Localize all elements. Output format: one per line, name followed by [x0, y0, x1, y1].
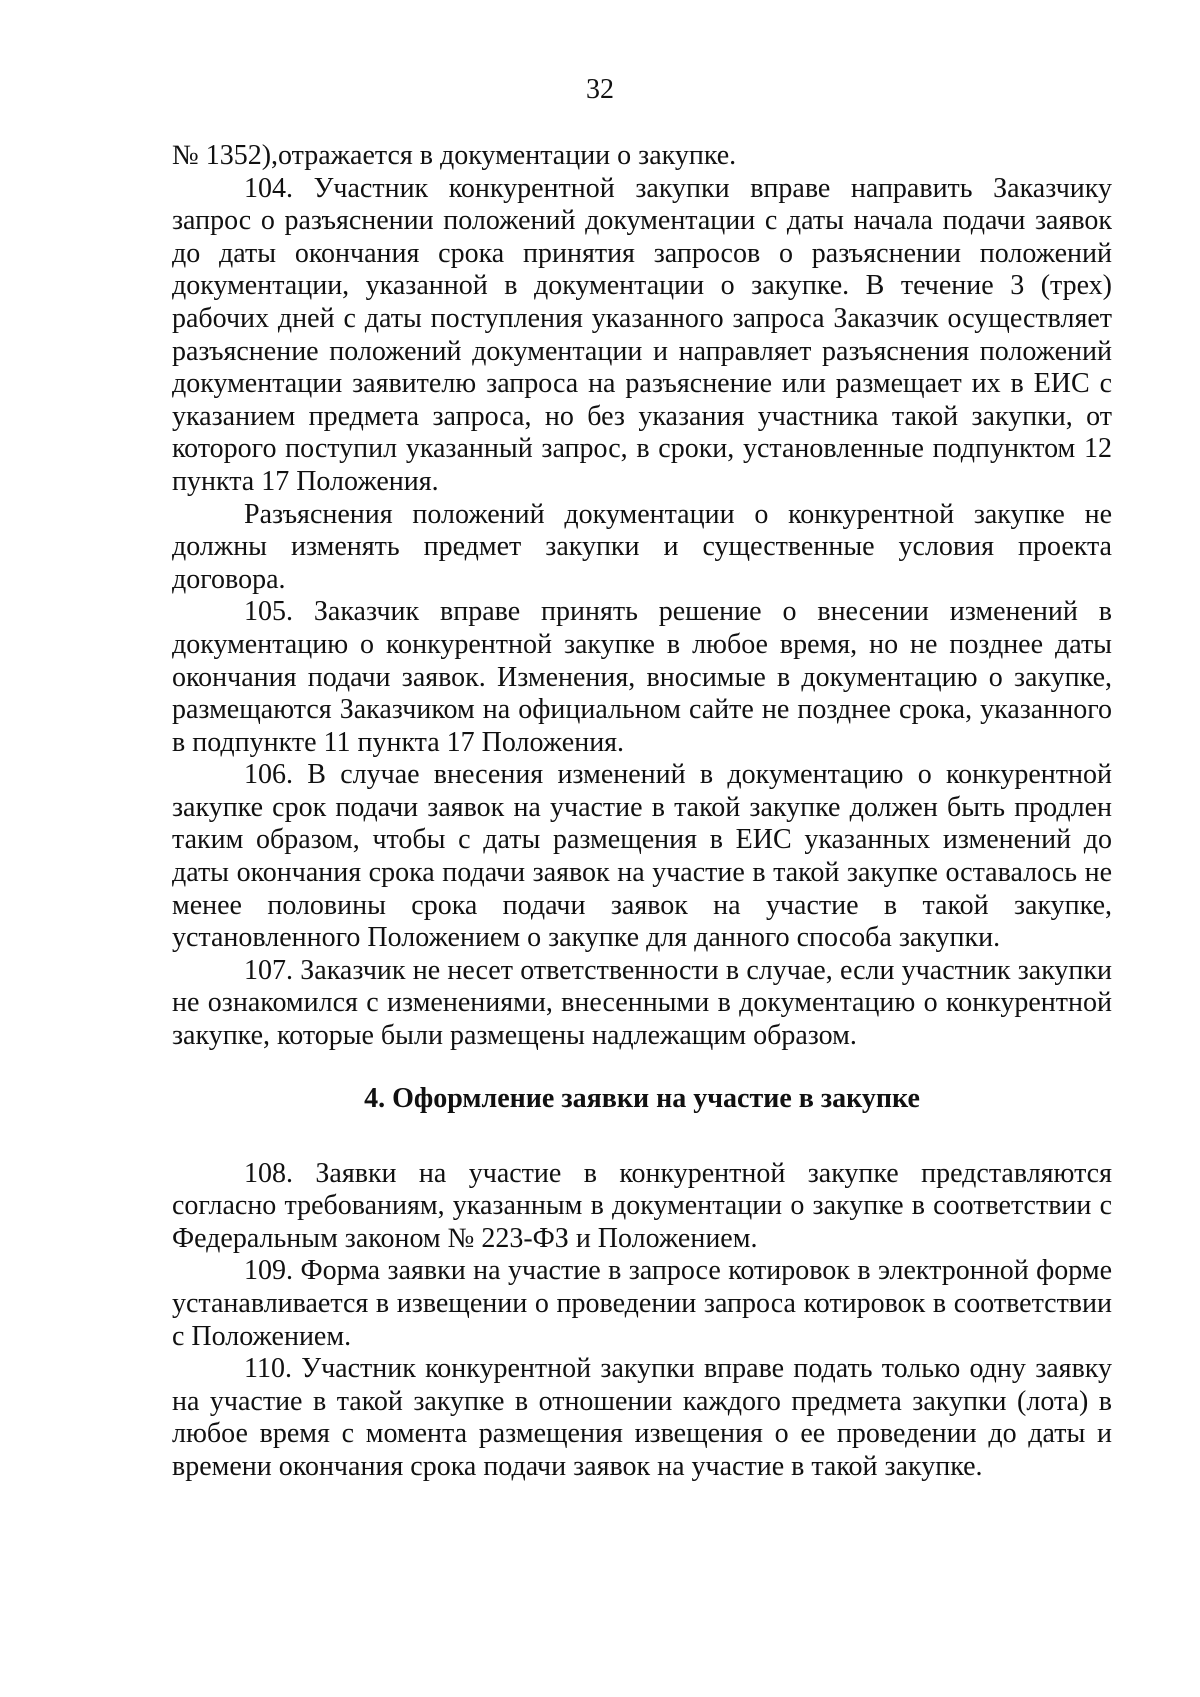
- paragraph-continuation: № 1352),отражается в документации о закупке.: [172, 140, 737, 171]
- paragraph-106: 106. В случае внесения изменений в документацию о конкурентной закупке срок подачи заявок на участие в такой закупке должен быть продлен таким образом, чтобы с даты размещения в ЕИС указанных изменений до даты окончания срока подачи заявок на участие в такой закупке оставалось не менее половины срока подачи заявок на участие в такой закупке, установленного Положением о закупке для данного способа закупки.: [172, 759, 1112, 954]
- document-body: [172, 140, 1112, 1484]
- paragraph-110: 110. Участник конкурентной закупки вправе подать только одну заявку на участие в такой закупке в отношении каждого предмета закупки (лота) в любое время с момента размещения извещения о ее проведении до даты и времени окончания срока подачи заявок на участие в такой закупке.: [172, 1353, 1112, 1482]
- paragraph-109: 109. Форма заявки на участие в запросе котировок в электронной форме устанавливается в извещении о проведении запроса котировок в соответствии с Положением.: [172, 1255, 1112, 1352]
- paragraph-105: 105. Заказчик вправе принять решение о внесении изменений в документацию о конкурентной закупке в любое время, но не позднее даты окончания подачи заявок. Изменения, вносимые в документацию о закупке, размещаются Заказчиком на официальном сайте не позднее срока, указанного в подпункте 11 пункта 17 Положения.: [172, 596, 1112, 758]
- section-heading: 4. Оформление заявки на участие в закупке: [364, 1082, 920, 1114]
- paragraph-108: 108. Заявки на участие в конкурентной закупке представляются согласно требованиям, указанным в документации о закупке в соответствии с Федеральным законом № 223-ФЗ и Положением.: [172, 1157, 1112, 1254]
- paragraph-104: 104. Участник конкурентной закупки вправе направить Заказчику запрос о разъяснении положений документации с даты начала подачи заявок до даты окончания срока принятия запросов о разъяснении положений документации, указанной в документации о закупке. В течение 3 (трех) рабочих дней с даты поступления указанного запроса Заказчик осуществляет разъяснение положений документации и направляет разъяснения положений документации заявителю запроса на разъяснение или размещает их в ЕИС с указанием предмета запроса, но без указания участника такой закупки, от которого поступил указанный запрос, в сроки, установленные подпунктом 12 пункта 17 Положения.: [172, 172, 1112, 497]
- paragraph-107: 107. Заказчик не несет ответственности в случае, если участник закупки не ознакомился с изменениями, внесенными в документацию о конкурентной закупке, которые были размещены надлежащим образом.: [172, 954, 1112, 1052]
- page-number: 32: [586, 74, 614, 105]
- paragraph-104-clarifications: Разъяснения положений документации о конкурентной закупке не должны изменять предмет закупки и существенные условия проекта договора.: [172, 498, 1112, 595]
